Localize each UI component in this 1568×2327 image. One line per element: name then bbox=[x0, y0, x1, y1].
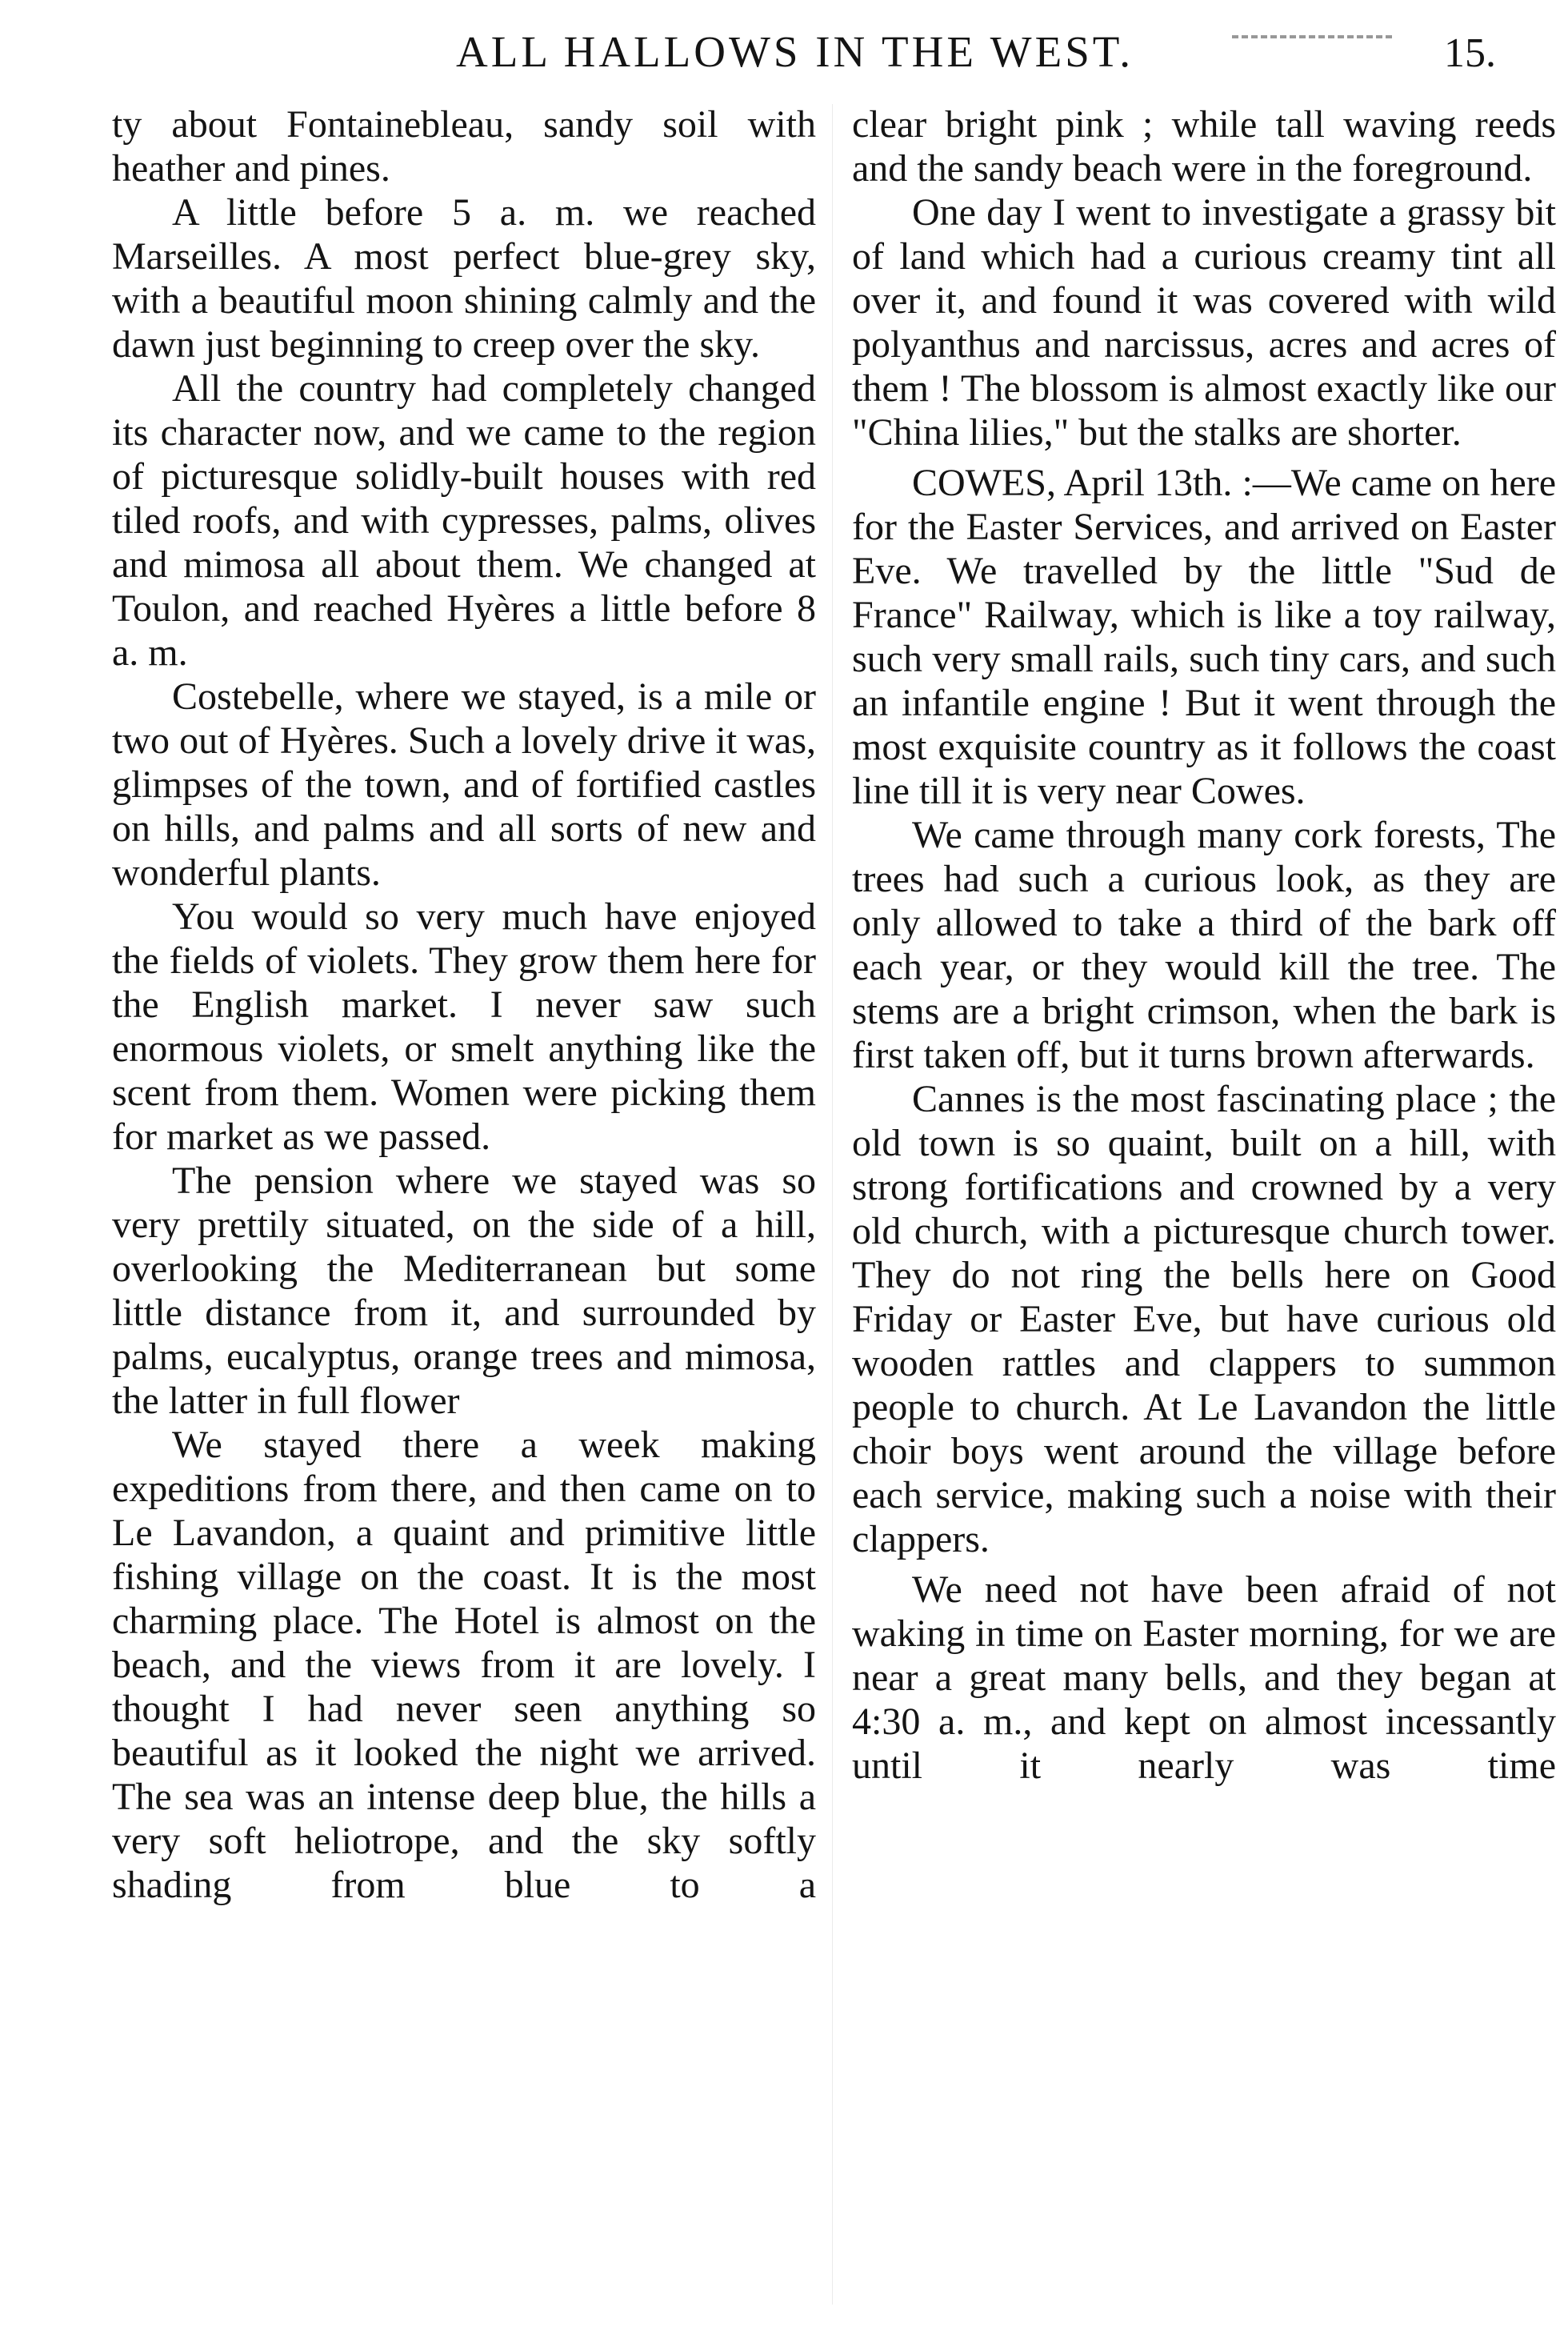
paragraph: All the country had completely changed its character now, and we came to the region of picturesque solidly-built houses with red tiled roofs, and with cypresses, palms, olives and mimosa all about them. We changed at Toulon, and reached Hyères a little before 8 a. m. bbox=[112, 367, 816, 674]
paragraph: Costebelle, where we stayed, is a mile or two out of Hyères. Such a lovely drive it was, glimpses of the town, and of fortified castles on hills, and palms and all sorts of new and wonderful plants. bbox=[112, 675, 816, 894]
header-rule bbox=[1232, 35, 1392, 38]
paragraph: A little before 5 a. m. we reached Marseilles. A most perfect blue-grey sky, with a beautiful moon shining calmly and the dawn just beginning to creep over the sky. bbox=[112, 191, 816, 366]
paragraph: The pension where we stayed was so very prettily situated, on the side of a hill, overlooking the Mediterranean but some little distance from it, and surrounded by palms, eucalyptus, orange trees and mimosa, the latter in full flower bbox=[112, 1159, 816, 1422]
paragraph: ty about Fontainebleau, sandy soil with heather and pines. bbox=[112, 103, 816, 190]
page-number: 15. bbox=[1444, 30, 1496, 76]
left-column bbox=[112, 102, 816, 2311]
column-divider bbox=[832, 104, 833, 2305]
paragraph: You would so very much have enjoyed the fields of violets. They grow them here for the English market. I never saw such enormous violets, or smelt anything like the scent from them. Women were picking them for market as we passed. bbox=[112, 895, 816, 1158]
paragraph: We came through many cork forests, The trees had such a curious look, as they are only allowed to take a third of the bark off each year, or they would kill the tree. The stems are a bright crimson, when the bark is first taken off, but it turns brown afterwards. bbox=[852, 814, 1556, 1076]
paragraph: clear bright pink ; while tall waving reeds and the sandy beach were in the foreground. bbox=[852, 103, 1556, 190]
paragraph: One day I went to investigate a grassy bit of land which had a curious creamy tint all over it, and found it was covered with wild polyanthus and narcissus, acres and acres of them ! The blossom is almost exactly like our "China lilies," but the stalks are shorter. bbox=[852, 191, 1556, 454]
paragraph: COWES, April 13th. :—We came on here for the Easter Services, and arrived on Easter Eve. We travelled by the little "Sud de France" Railway, which is like a toy railway, such very small rails, such tiny cars, and such an infantile engine ! But it went through the most exquisite country as it follows the coast line till it is very near Cowes. bbox=[852, 462, 1556, 812]
paragraph: Cannes is the most fascinating place ; the old town is so quaint, built on a hill, with strong fortifications and crowned by a very old church, with a picturesque church tower. They do not ring the bells here on Good Friday or Easter Eve, but have curious old wooden rattles and clappers to summon people to church. At Le Lavandon the little choir boys went around the village before each service, making such a noise with their clappers. bbox=[852, 1078, 1556, 1560]
running-head bbox=[0, 24, 1568, 80]
right-column bbox=[852, 102, 1556, 2311]
paragraph: We stayed there a week making expeditions from there, and then came on to Le Lavandon, a quaint and primitive little fishing village on the coast. It is the most charming place. The Hotel is almost on the beach, and the views from it are lovely. I thought I had never seen anything so beautiful as it looked the night we arrived. The sea was an intense deep blue, the hills a very soft heliotrope, and the sky softly shading from blue to a bbox=[112, 1424, 816, 1906]
paragraph: We need not have been afraid of not waking in time on Easter morning, for we are near a great many bells, and they began at 4:30 a. m., and kept on almost incessantly until it nearly was time bbox=[852, 1568, 1556, 1787]
running-title: ALL HALLOWS IN THE WEST. bbox=[456, 27, 1134, 76]
